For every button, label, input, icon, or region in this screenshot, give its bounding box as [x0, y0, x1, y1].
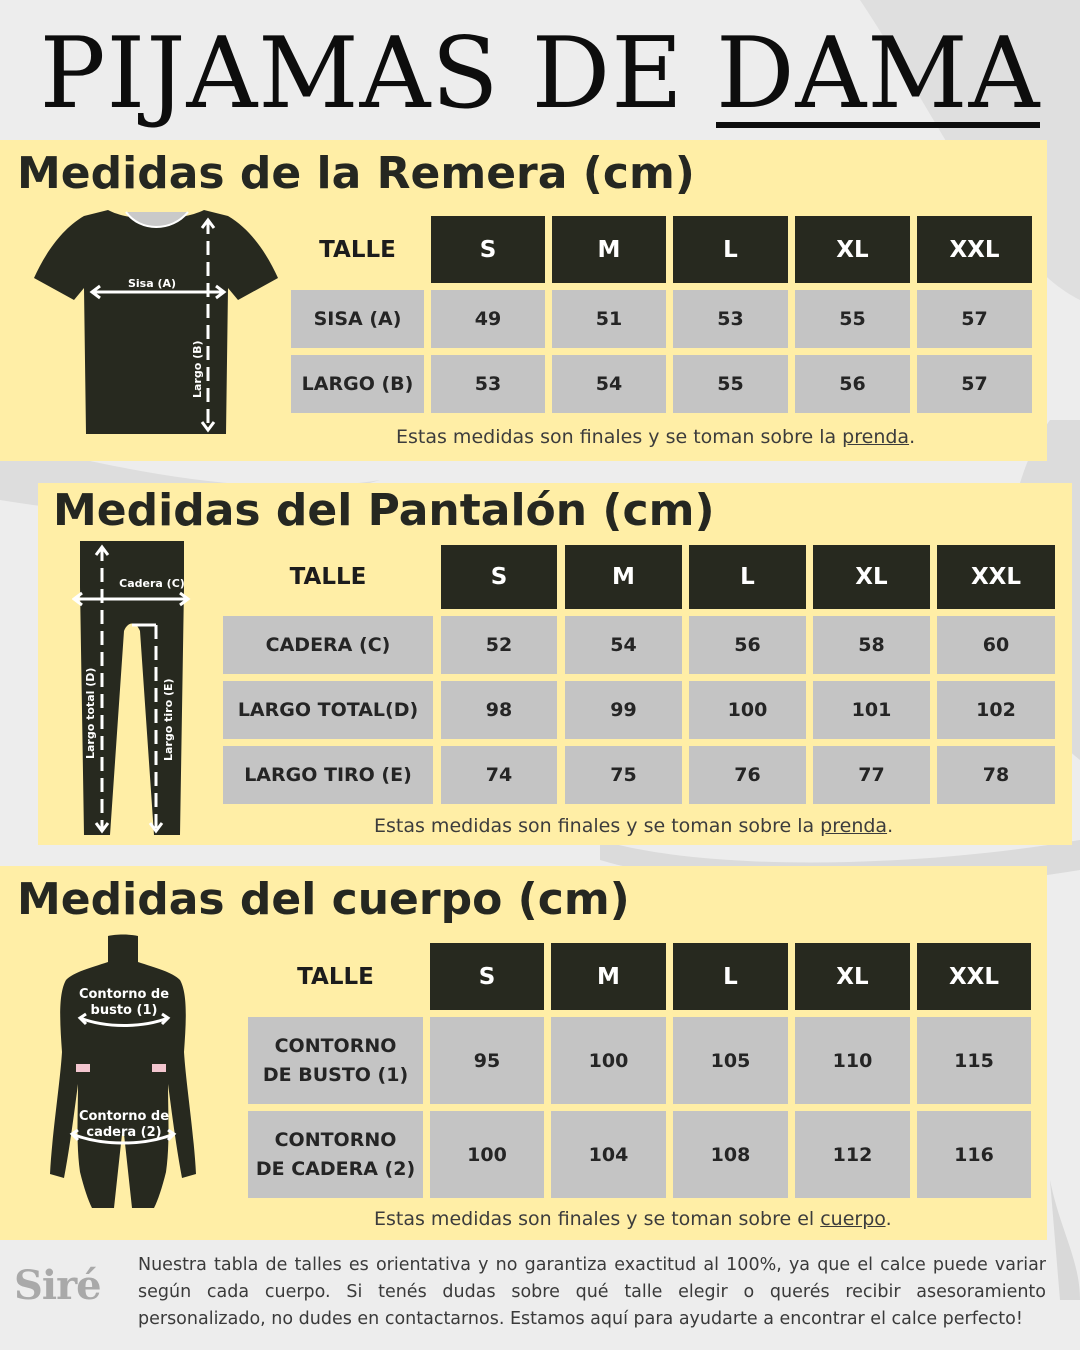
pantalon-talle-label: TALLE [289, 564, 367, 590]
remera-row-sisa-label: SISA (A) [291, 290, 424, 348]
cuerpo-note-text: Estas medidas son finales y se toman sobre el [374, 1208, 821, 1230]
remera-largo-xl: 56 [795, 355, 910, 413]
remera-note-text: Estas medidas son finales y se toman sobre la [396, 426, 843, 448]
pantalon-note-text: Estas medidas son finales y se toman sobre la [374, 815, 821, 837]
cuerpo-cadera-l: 108 [673, 1111, 788, 1198]
cadera-label-line2: cadera (2) [86, 1125, 162, 1140]
largo-tiro-e-label: Largo tiro (E) [162, 678, 175, 761]
remera-size-s: S [431, 216, 545, 283]
remera-size-l: L [673, 216, 788, 283]
remera-size-m: M [552, 216, 666, 283]
cadera-c-label: Cadera (C) [119, 577, 185, 590]
pantalon-note-link: prenda [820, 815, 888, 837]
remera-talle-label: TALLE [319, 236, 396, 263]
page-title [0, 18, 1080, 130]
remera-largo-l: 55 [673, 355, 788, 413]
cuerpo-note-link: cuerpo [820, 1208, 886, 1230]
cuerpo-cadera-s: 100 [430, 1111, 544, 1198]
cuerpo-row-cadera-label-line1: CONTORNO [274, 1128, 397, 1151]
cuerpo-note [374, 1208, 892, 1230]
remera-largo-xxl: 57 [917, 355, 1032, 413]
busto-label-line1: Contorno de [78, 987, 170, 1002]
pantalon-cadera-m: 54 [565, 616, 682, 674]
remera-row-largo-label: LARGO (B) [291, 355, 424, 413]
title-main: PIJAMAS DE [39, 17, 684, 131]
pantalon-note-end: . [887, 815, 894, 837]
remera-sisa-s: 49 [431, 290, 545, 348]
pantalon-size-xxl: XXL [937, 545, 1055, 609]
pantalon-row-largo-total-label: LARGO TOTAL(D) [223, 681, 433, 739]
pantalon-largo-total-l: 100 [689, 681, 806, 739]
remera-sisa-xl: 55 [795, 290, 910, 348]
remera-sisa-xxl: 57 [917, 290, 1032, 348]
busto-label-line2: busto (1) [90, 1003, 158, 1018]
cuerpo-size-m: M [551, 943, 666, 1010]
pantalon-largo-tiro-l: 76 [689, 746, 806, 804]
pantalon-largo-tiro-xl: 77 [813, 746, 930, 804]
pantalon-largo-tiro-s: 74 [441, 746, 557, 804]
sisa-a-label: Sisa (A) [127, 277, 177, 290]
pantalon-largo-tiro-xxl: 78 [937, 746, 1055, 804]
remera-sisa-m: 51 [552, 290, 666, 348]
disclaimer-text: Nuestra tabla de talles es orientativa y no garantiza exactitud al 100%, ya que el calce puede variar según cada cuerpo. Si tenés dudas sobre qué talle elegir o querés recibir asesoramiento personalizado, no dudes en contactarnos. Estamos aquí para ayudarte a encontrar el calce perfecto! [138, 1255, 1046, 1329]
cuerpo-busto-xxl: 115 [917, 1017, 1031, 1104]
pantalon-size-s: S [441, 545, 557, 609]
cuerpo-note-end: . [885, 1208, 892, 1230]
pantalon-largo-total-s: 98 [441, 681, 557, 739]
pantalon-cadera-xxl: 60 [937, 616, 1055, 674]
body-silhouette-icon [46, 934, 200, 1210]
pants-icon [72, 539, 192, 839]
largo-total-d-label: Largo total (D) [84, 667, 97, 759]
largo-b-label: Largo (B) [191, 340, 204, 398]
remera-size-xxl: XXL [917, 216, 1032, 283]
pantalon-largo-tiro-m: 75 [565, 746, 682, 804]
pantalon-size-l: L [689, 545, 806, 609]
cuerpo-cadera-xxl: 116 [917, 1111, 1031, 1198]
brand-logo: Siré [14, 1262, 101, 1309]
cuerpo-busto-m: 100 [551, 1017, 666, 1104]
remera-largo-m: 54 [552, 355, 666, 413]
cuerpo-cadera-xl: 112 [795, 1111, 910, 1198]
cuerpo-row-busto-label [248, 1017, 423, 1104]
cuerpo-busto-s: 95 [430, 1017, 544, 1104]
cuerpo-row-busto-label-line2: DE BUSTO (1) [262, 1063, 409, 1086]
cuerpo-row-busto-label-line1: CONTORNO [274, 1034, 397, 1057]
cuerpo-row-cadera-label [248, 1111, 423, 1198]
remera-heading: Medidas de la Remera (cm) [17, 148, 695, 199]
pantalon-size-xl: XL [813, 545, 930, 609]
remera-note-link: prenda [842, 426, 910, 448]
pantalon-cadera-s: 52 [441, 616, 557, 674]
pantalon-cadera-xl: 58 [813, 616, 930, 674]
cuerpo-size-xxl: XXL [917, 943, 1031, 1010]
cuerpo-size-l: L [673, 943, 788, 1010]
cadera-label-line1: Contorno de [78, 1109, 170, 1124]
cuerpo-talle-label: TALLE [297, 963, 374, 990]
remera-sisa-l: 53 [673, 290, 788, 348]
cuerpo-cadera-m: 104 [551, 1111, 666, 1198]
title-underlined: DAMA [715, 17, 1041, 131]
cuerpo-panel [0, 866, 1047, 1240]
pantalon-note [374, 815, 893, 837]
remera-panel [0, 140, 1047, 461]
pantalon-row-largo-tiro-label: LARGO TIRO (E) [223, 746, 433, 804]
cuerpo-size-xl: XL [795, 943, 910, 1010]
pantalon-cadera-l: 56 [689, 616, 806, 674]
remera-largo-s: 53 [431, 355, 545, 413]
pantalon-largo-total-m: 99 [565, 681, 682, 739]
remera-note-end: . [909, 426, 916, 448]
pantalon-panel [38, 483, 1072, 845]
pantalon-size-m: M [565, 545, 682, 609]
tshirt-icon [30, 208, 282, 444]
pantalon-largo-total-xxl: 102 [937, 681, 1055, 739]
pantalon-row-cadera-label: CADERA (C) [223, 616, 433, 674]
pantalon-largo-total-xl: 101 [813, 681, 930, 739]
cuerpo-row-cadera-label-line2: DE CADERA (2) [255, 1157, 416, 1180]
cuerpo-busto-xl: 110 [795, 1017, 910, 1104]
remera-size-xl: XL [795, 216, 910, 283]
cuerpo-busto-l: 105 [673, 1017, 788, 1104]
remera-note [396, 426, 915, 448]
pantalon-heading: Medidas del Pantalón (cm) [53, 485, 715, 536]
cuerpo-size-s: S [430, 943, 544, 1010]
cuerpo-heading: Medidas del cuerpo (cm) [17, 874, 630, 925]
